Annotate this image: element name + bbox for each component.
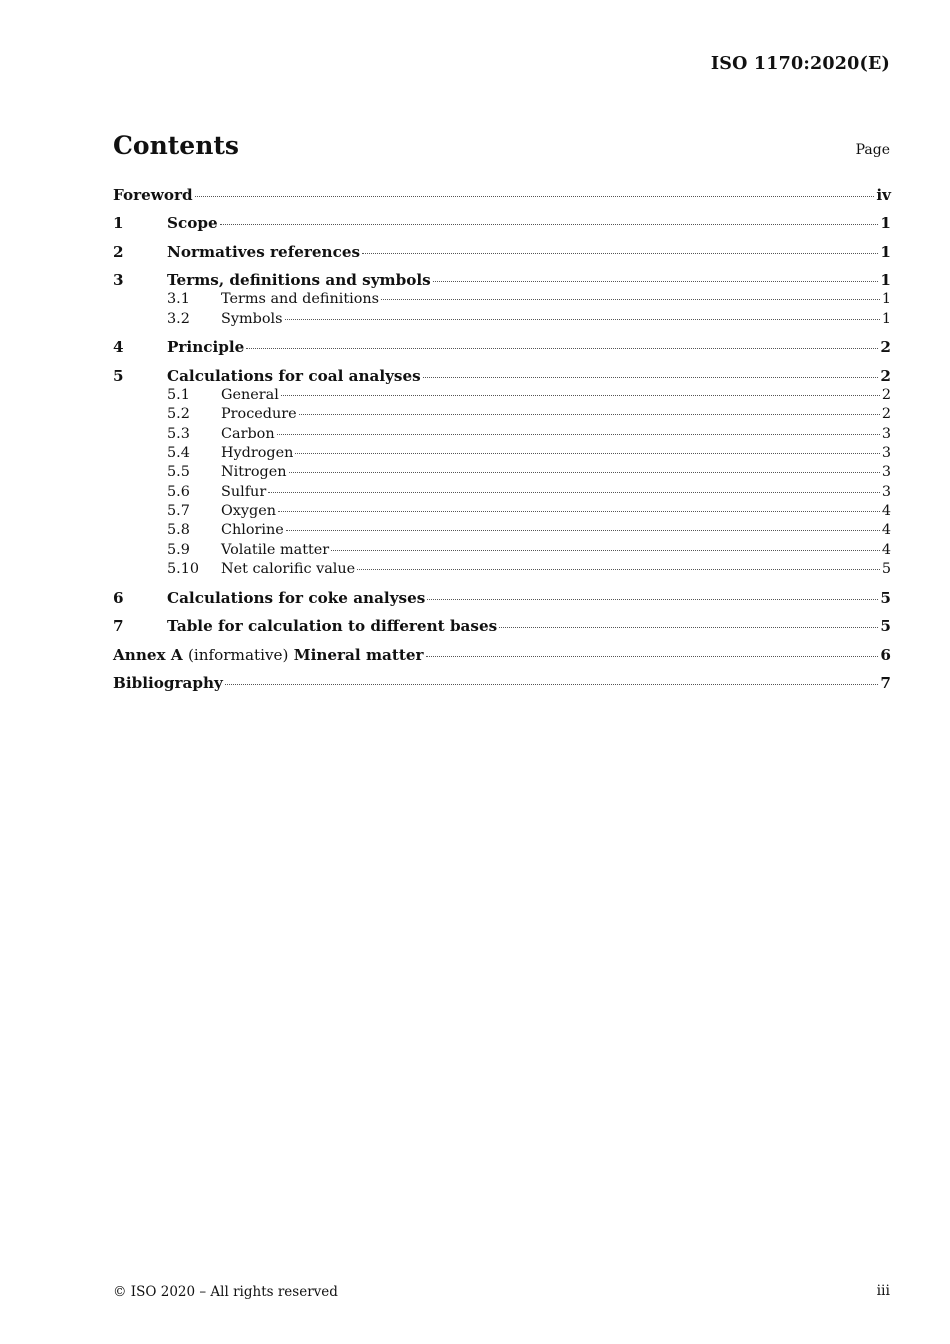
table-of-contents (113, 186, 891, 693)
toc-entry-title: Terms, definitions and symbols (167, 271, 431, 290)
toc-entry-title: Sulfur (221, 483, 267, 500)
toc-entry-coal-analyses[interactable] (113, 367, 891, 386)
toc-entry-title (113, 646, 424, 665)
dot-leader (225, 684, 879, 685)
toc-entry-number: 5.8 (167, 522, 190, 539)
toc-entry-title: Terms and definitions (221, 291, 380, 308)
dot-leader (331, 550, 880, 551)
dot-leader (285, 319, 880, 320)
toc-subentry-net-calorific-value[interactable] (113, 560, 891, 579)
toc-entry-page: 4 (881, 503, 891, 520)
toc-entry-page: 1 (881, 310, 891, 327)
toc-subentry-volatile-matter[interactable] (113, 541, 891, 560)
toc-entry-title: Scope (167, 214, 218, 233)
toc-entry-scope[interactable] (113, 214, 891, 233)
annex-label: Annex A (113, 645, 183, 664)
toc-entry-page: 7 (880, 674, 891, 693)
toc-entry-page: 5 (880, 617, 891, 636)
toc-entry-calculation-table[interactable] (113, 617, 891, 636)
toc-entry-annex-a[interactable] (113, 646, 891, 665)
copyright-notice: © ISO 2020 – All rights reserved (113, 1284, 338, 1300)
toc-subentry-carbon[interactable] (113, 425, 891, 444)
toc-entry-page: 5 (881, 561, 891, 578)
toc-entry-page: 1 (881, 291, 891, 308)
toc-entry-title: Hydrogen (221, 444, 294, 461)
toc-entry-page: 3 (881, 483, 891, 500)
toc-entry-title: Foreword (113, 186, 193, 204)
toc-entry-page: 1 (880, 242, 891, 261)
toc-entry-title: Calculations for coke analyses (167, 589, 426, 608)
toc-entry-title: Normatives references (167, 242, 361, 261)
toc-entry-page: iv (876, 186, 891, 204)
dot-leader (286, 530, 880, 531)
toc-subentry-symbols[interactable] (113, 310, 891, 329)
toc-entry-page: 3 (881, 444, 891, 461)
dot-leader (268, 492, 880, 493)
dot-leader (381, 299, 880, 300)
toc-entry-number: 2 (113, 242, 124, 261)
toc-subentry-nitrogen[interactable] (113, 463, 891, 482)
dot-leader (433, 281, 879, 282)
dot-leader (220, 224, 879, 225)
toc-entry-page: 1 (880, 271, 891, 290)
toc-entry-number: 5.5 (167, 464, 190, 481)
toc-entry-page: 2 (881, 406, 891, 423)
dot-leader (426, 656, 879, 657)
toc-subentry-procedure[interactable] (113, 405, 891, 424)
toc-entry-number: 5 (113, 366, 124, 385)
toc-entry-title: Procedure (221, 406, 297, 423)
toc-entry-title: Table for calculation to different bases (167, 617, 498, 636)
page-column-label: Page (855, 142, 890, 158)
toc-entry-title: Carbon (221, 425, 275, 442)
toc-entry-page: 2 (881, 386, 891, 403)
toc-subentry-general[interactable] (113, 386, 891, 405)
page-number: iii (876, 1283, 890, 1299)
dot-leader (289, 472, 880, 473)
toc-entry-title: Volatile matter (221, 541, 330, 558)
toc-entry-number: 5.10 (167, 561, 200, 578)
toc-entry-page: 6 (880, 645, 891, 664)
dot-leader (499, 627, 878, 628)
toc-entry-number: 3.1 (167, 291, 190, 308)
toc-entry-terms-definitions-symbols[interactable] (113, 271, 891, 290)
toc-entry-number: 6 (113, 589, 124, 608)
contents-heading: Contents (113, 131, 240, 160)
toc-entry-page: 3 (881, 464, 891, 481)
dot-leader (277, 434, 880, 435)
dot-leader (295, 453, 879, 454)
toc-entry-foreword[interactable] (113, 186, 891, 205)
document-id: ISO 1170:2020(E) (710, 54, 890, 74)
toc-subentry-terms-and-definitions[interactable] (113, 290, 891, 309)
toc-entry-bibliography[interactable] (113, 674, 891, 693)
toc-entry-principle[interactable] (113, 338, 891, 357)
toc-subentry-sulfur[interactable] (113, 483, 891, 502)
toc-entry-title: Oxygen (221, 503, 277, 520)
toc-subentry-chlorine[interactable] (113, 521, 891, 540)
toc-entry-number: 5.4 (167, 444, 190, 461)
dot-leader (246, 348, 878, 349)
toc-entry-number: 5.9 (167, 541, 190, 558)
toc-entry-number: 3.2 (167, 310, 190, 327)
dot-leader (362, 253, 878, 254)
dot-leader (427, 599, 878, 600)
toc-entry-coke-analyses[interactable] (113, 589, 891, 608)
dot-leader (423, 377, 879, 378)
toc-entry-page: 5 (880, 589, 891, 608)
annex-title: Mineral matter (293, 645, 424, 664)
toc-entry-page: 1 (880, 214, 891, 233)
annex-qualifier: (informative) (187, 645, 289, 664)
toc-entry-number: 4 (113, 338, 124, 357)
toc-entry-page: 3 (881, 425, 891, 442)
dot-leader (278, 511, 880, 512)
toc-subentry-oxygen[interactable] (113, 502, 891, 521)
toc-entry-title: Principle (167, 338, 245, 357)
toc-entry-number: 5.1 (167, 386, 190, 403)
toc-entry-page: 2 (880, 366, 891, 385)
toc-entry-title: Chlorine (221, 522, 284, 539)
dot-leader (195, 196, 875, 197)
dot-leader (281, 395, 880, 396)
toc-entry-number: 3 (113, 271, 124, 290)
toc-entry-number: 5.6 (167, 483, 190, 500)
toc-subentry-hydrogen[interactable] (113, 444, 891, 463)
toc-entry-page: 4 (881, 541, 891, 558)
toc-entry-title: Net calorific value (221, 561, 356, 578)
toc-entry-title: General (221, 386, 279, 403)
toc-entry-page: 4 (881, 522, 891, 539)
toc-entry-title: Calculations for coal analyses (167, 366, 421, 385)
dot-leader (357, 569, 880, 570)
toc-entry-page: 2 (880, 338, 891, 357)
toc-entry-number: 7 (113, 617, 124, 636)
dot-leader (299, 414, 880, 415)
toc-entry-number: 5.3 (167, 425, 190, 442)
toc-entry-number: 1 (113, 214, 124, 233)
toc-entry-number: 5.7 (167, 503, 190, 520)
toc-entry-title: Nitrogen (221, 464, 287, 481)
toc-entry-title: Symbols (221, 310, 283, 327)
toc-entry-normative-references[interactable] (113, 243, 891, 262)
toc-entry-number: 5.2 (167, 406, 190, 423)
toc-entry-title: Bibliography (113, 674, 223, 693)
